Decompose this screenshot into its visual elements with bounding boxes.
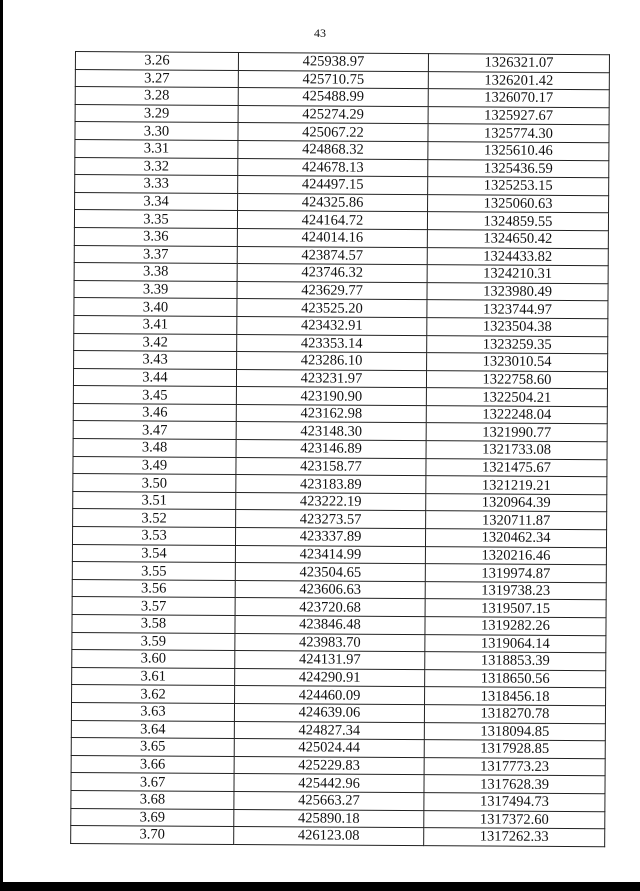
x-coordinate-cell: 425890.18	[234, 809, 424, 828]
scan-edge-left	[0, 0, 3, 891]
y-coordinate-cell: 1326321.07	[428, 54, 609, 73]
y-coordinate-cell: 1319282.26	[425, 617, 606, 636]
x-coordinate-cell: 423504.65	[235, 563, 425, 582]
y-coordinate-cell: 1318650.56	[425, 669, 606, 688]
x-coordinate-cell: 423746.32	[237, 264, 427, 283]
point-id-cell: 3.56	[72, 579, 235, 598]
x-coordinate-cell: 425067.22	[238, 123, 428, 142]
x-coordinate-cell: 423146.89	[236, 440, 426, 459]
x-coordinate-cell: 423337.89	[235, 528, 425, 547]
y-coordinate-cell: 1325060.63	[428, 194, 609, 213]
point-id-cell: 3.68	[71, 790, 234, 809]
coordinate-table	[70, 51, 610, 847]
point-id-cell: 3.46	[73, 403, 236, 422]
point-id-cell: 3.53	[72, 527, 235, 546]
x-coordinate-cell: 423846.48	[235, 615, 425, 634]
point-id-cell: 3.44	[73, 368, 236, 387]
point-id-cell: 3.50	[73, 474, 236, 493]
x-coordinate-cell: 425663.27	[234, 791, 424, 810]
x-coordinate-cell: 424639.06	[234, 703, 424, 722]
y-coordinate-cell: 1320964.39	[426, 493, 607, 512]
y-coordinate-cell: 1322504.21	[426, 388, 607, 407]
x-coordinate-cell: 424014.16	[237, 228, 427, 247]
point-id-cell: 3.47	[73, 421, 236, 440]
point-id-cell: 3.39	[74, 280, 237, 299]
table-row	[71, 826, 605, 847]
point-id-cell: 3.69	[71, 808, 234, 827]
point-id-cell: 3.55	[72, 562, 235, 581]
y-coordinate-cell: 1324210.31	[427, 265, 608, 284]
point-id-cell: 3.61	[72, 667, 235, 686]
y-coordinate-cell: 1323744.97	[427, 300, 608, 319]
y-coordinate-cell: 1318853.39	[425, 652, 606, 671]
x-coordinate-cell: 423606.63	[235, 580, 425, 599]
y-coordinate-cell: 1324650.42	[427, 230, 608, 249]
x-coordinate-cell: 423286.10	[237, 352, 427, 371]
point-id-cell: 3.63	[71, 702, 234, 721]
y-coordinate-cell: 1319974.87	[425, 564, 606, 583]
x-coordinate-cell: 424131.97	[235, 651, 425, 670]
y-coordinate-cell: 1323010.54	[427, 353, 608, 372]
y-coordinate-cell: 1317372.60	[424, 810, 605, 829]
y-coordinate-cell: 1321733.08	[426, 441, 607, 460]
point-id-cell: 3.32	[75, 157, 238, 176]
y-coordinate-cell: 1320216.46	[425, 546, 606, 565]
x-coordinate-cell: 423273.57	[236, 510, 426, 529]
point-id-cell: 3.33	[75, 175, 238, 194]
x-coordinate-cell: 425488.99	[238, 88, 428, 107]
x-coordinate-cell: 423158.77	[236, 457, 426, 476]
y-coordinate-cell: 1317773.23	[424, 757, 605, 776]
point-id-cell: 3.60	[72, 650, 235, 669]
x-coordinate-cell: 423148.30	[236, 422, 426, 441]
y-coordinate-cell: 1321475.67	[426, 458, 607, 477]
point-id-cell: 3.41	[74, 315, 237, 334]
point-id-cell: 3.58	[72, 614, 235, 633]
x-coordinate-cell: 425229.83	[234, 756, 424, 775]
x-coordinate-cell: 425442.96	[234, 774, 424, 793]
point-id-cell: 3.49	[73, 456, 236, 475]
point-id-cell: 3.42	[74, 333, 237, 352]
point-id-cell: 3.37	[74, 245, 237, 264]
coordinate-table-wrapper	[70, 51, 609, 847]
y-coordinate-cell: 1320462.34	[425, 529, 606, 548]
y-coordinate-cell: 1322758.60	[426, 370, 607, 389]
y-coordinate-cell: 1325774.30	[428, 124, 609, 143]
point-id-cell: 3.40	[74, 298, 237, 317]
y-coordinate-cell: 1321219.21	[426, 476, 607, 495]
point-id-cell: 3.26	[75, 52, 238, 71]
y-coordinate-cell: 1322248.04	[426, 406, 607, 425]
point-id-cell: 3.38	[74, 263, 237, 282]
y-coordinate-cell: 1319507.15	[425, 599, 606, 618]
x-coordinate-cell: 424164.72	[237, 211, 427, 230]
y-coordinate-cell: 1318094.85	[424, 722, 605, 741]
x-coordinate-cell: 423183.89	[236, 475, 426, 494]
y-coordinate-cell: 1320711.87	[426, 511, 607, 530]
y-coordinate-cell: 1323980.49	[427, 282, 608, 301]
y-coordinate-cell: 1319738.23	[425, 581, 606, 600]
x-coordinate-cell: 423525.20	[237, 299, 427, 318]
y-coordinate-cell: 1317628.39	[424, 775, 605, 794]
x-coordinate-cell: 424497.15	[238, 176, 428, 195]
x-coordinate-cell: 423414.99	[235, 545, 425, 564]
x-coordinate-cell: 423874.57	[237, 246, 427, 265]
y-coordinate-cell: 1324433.82	[427, 247, 608, 266]
y-coordinate-cell: 1325610.46	[428, 142, 609, 161]
y-coordinate-cell: 1323504.38	[427, 318, 608, 337]
y-coordinate-cell: 1325436.59	[428, 159, 609, 178]
x-coordinate-cell: 425938.97	[238, 52, 428, 71]
y-coordinate-cell: 1318456.18	[425, 687, 606, 706]
x-coordinate-cell: 423190.90	[236, 387, 426, 406]
x-coordinate-cell: 426123.08	[234, 827, 424, 846]
x-coordinate-cell: 423353.14	[237, 334, 427, 353]
point-id-cell: 3.62	[72, 685, 235, 704]
point-id-cell: 3.64	[71, 720, 234, 739]
scan-edge-bottom	[0, 882, 640, 891]
x-coordinate-cell: 423231.97	[236, 369, 426, 388]
x-coordinate-cell: 424325.86	[238, 193, 428, 212]
point-id-cell: 3.36	[74, 227, 237, 246]
y-coordinate-cell: 1317928.85	[424, 740, 605, 759]
x-coordinate-cell: 425710.75	[238, 70, 428, 89]
x-coordinate-cell: 423720.68	[235, 598, 425, 617]
y-coordinate-cell: 1324859.55	[427, 212, 608, 231]
x-coordinate-cell: 425274.29	[238, 105, 428, 124]
y-coordinate-cell: 1326070.17	[428, 89, 609, 108]
x-coordinate-cell: 423629.77	[237, 281, 427, 300]
x-coordinate-cell: 424678.13	[238, 158, 428, 177]
point-id-cell: 3.31	[75, 139, 238, 158]
x-coordinate-cell: 423432.91	[237, 316, 427, 335]
x-coordinate-cell: 424827.34	[234, 721, 424, 740]
y-coordinate-cell: 1325253.15	[428, 177, 609, 196]
point-id-cell: 3.30	[75, 122, 238, 141]
x-coordinate-cell: 424460.09	[235, 686, 425, 705]
point-id-cell: 3.48	[73, 439, 236, 458]
y-coordinate-cell: 1317494.73	[424, 793, 605, 812]
point-id-cell: 3.67	[71, 773, 234, 792]
point-id-cell: 3.43	[74, 351, 237, 370]
page-number: 43	[314, 26, 326, 40]
y-coordinate-cell: 1325927.67	[428, 106, 609, 125]
y-coordinate-cell: 1318270.78	[424, 705, 605, 724]
point-id-cell: 3.51	[73, 491, 236, 510]
point-id-cell: 3.35	[74, 210, 237, 229]
y-coordinate-cell: 1319064.14	[425, 634, 606, 653]
y-coordinate-cell: 1323259.35	[427, 335, 608, 354]
point-id-cell: 3.54	[72, 544, 235, 563]
point-id-cell: 3.34	[75, 192, 238, 211]
point-id-cell: 3.29	[75, 104, 238, 123]
coordinate-table-body	[71, 52, 610, 847]
y-coordinate-cell: 1317262.33	[424, 828, 605, 847]
point-id-cell: 3.27	[75, 69, 238, 88]
point-id-cell: 3.45	[73, 386, 236, 405]
x-coordinate-cell: 424290.91	[235, 668, 425, 687]
point-id-cell: 3.59	[72, 632, 235, 651]
y-coordinate-cell: 1321990.77	[426, 423, 607, 442]
point-id-cell: 3.70	[71, 826, 234, 845]
point-id-cell: 3.52	[73, 509, 236, 528]
x-coordinate-cell: 423162.98	[236, 404, 426, 423]
x-coordinate-cell: 424868.32	[238, 140, 428, 159]
y-coordinate-cell: 1326201.42	[428, 71, 609, 90]
x-coordinate-cell: 423983.70	[235, 633, 425, 652]
point-id-cell: 3.57	[72, 597, 235, 616]
point-id-cell: 3.28	[75, 87, 238, 106]
x-coordinate-cell: 425024.44	[234, 739, 424, 758]
point-id-cell: 3.65	[71, 738, 234, 757]
x-coordinate-cell: 423222.19	[236, 492, 426, 511]
point-id-cell: 3.66	[71, 755, 234, 774]
